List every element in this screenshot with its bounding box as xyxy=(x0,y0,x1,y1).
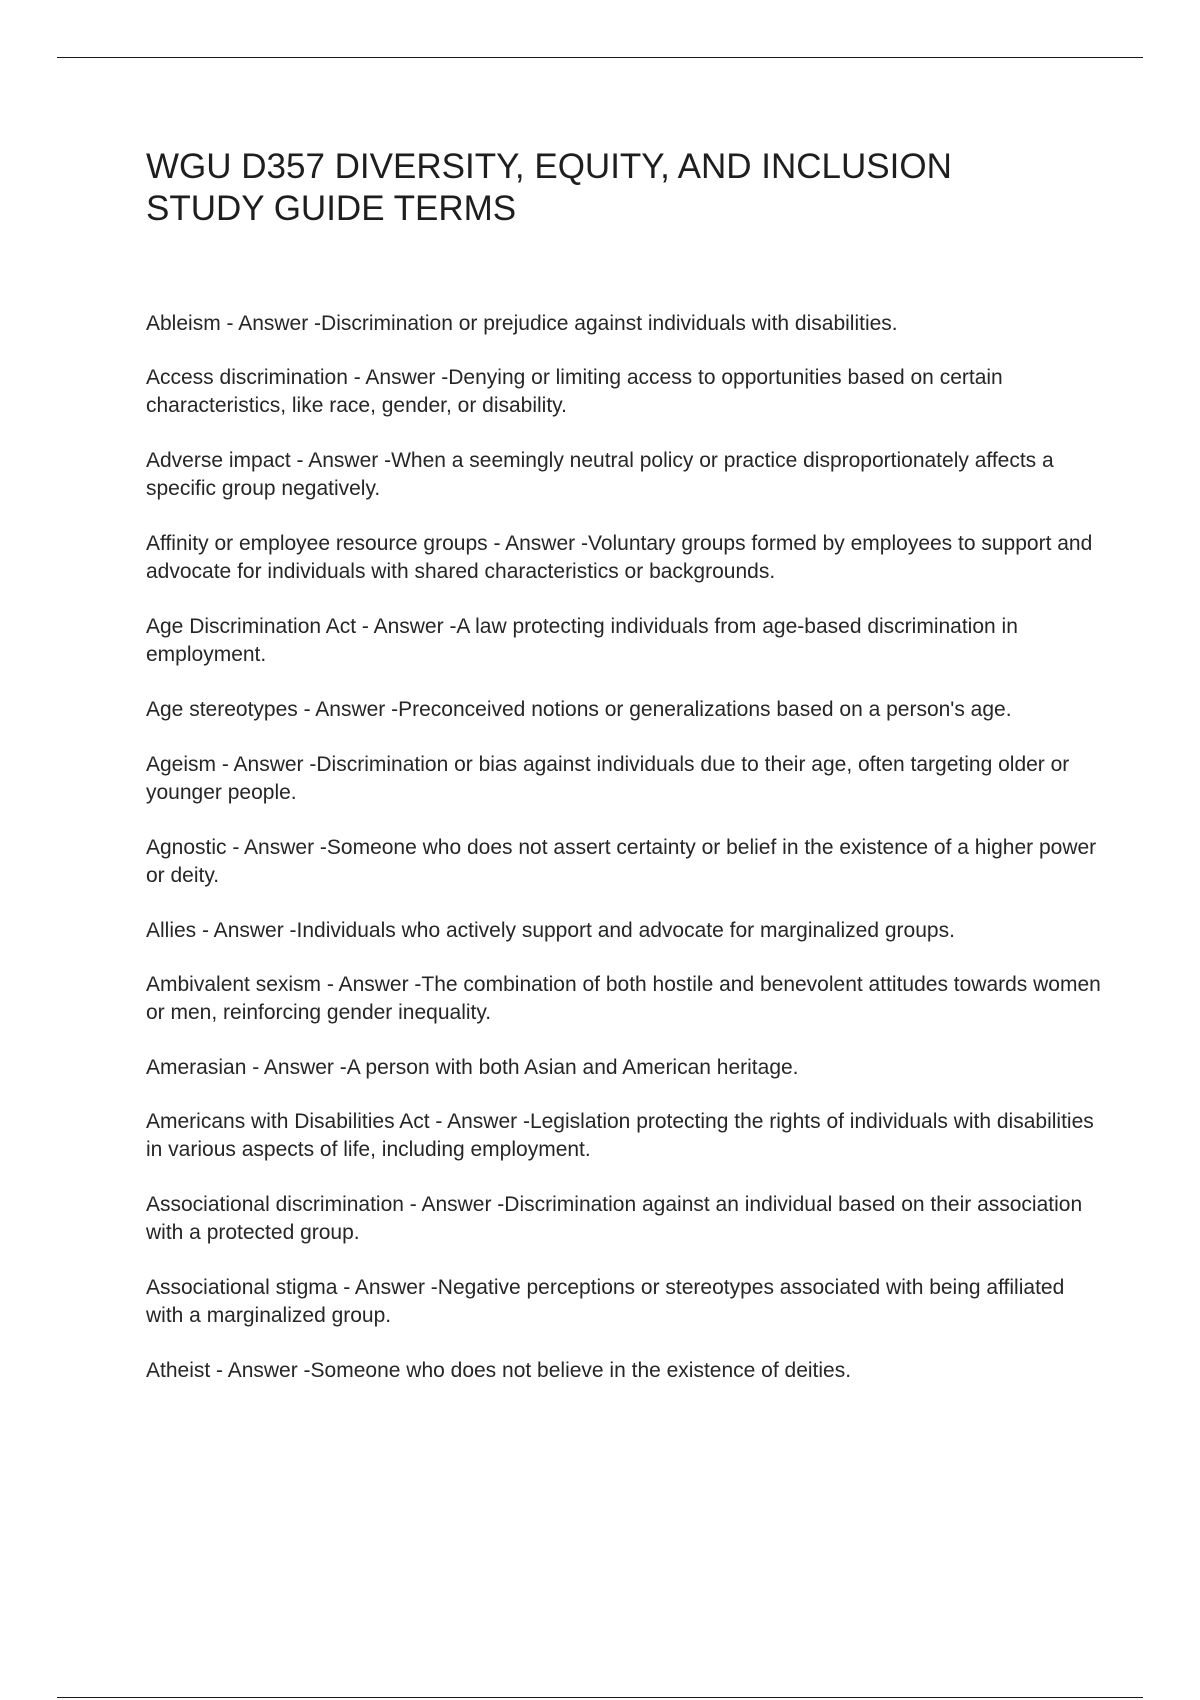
glossary-entry-age-discrimination-act: Age Discrimination Act - Answer -A law protecting individuals from age-based discrimination in employment. xyxy=(146,615,1018,666)
bottom-divider xyxy=(57,1697,1143,1698)
glossary-list xyxy=(146,310,1106,1411)
glossary-entry-affinity-groups: Affinity or employee resource groups - Answer -Voluntary groups formed by employees to support and advocate for individuals with shared characteristics or backgrounds. xyxy=(146,532,1093,583)
glossary-entry-adverse-impact: Adverse impact - Answer -When a seemingly neutral policy or practice disproportionately affects a specific group negatively. xyxy=(146,449,1054,500)
glossary-entry-associational-discrimination: Associational discrimination - Answer -Discrimination against an individual based on their association with a protected group. xyxy=(146,1193,1083,1244)
glossary-entry-age-stereotypes: Age stereotypes - Answer -Preconceived notions or generalizations based on a person's age. xyxy=(146,698,1012,721)
glossary-entry-ableism: Ableism - Answer -Discrimination or prejudice against individuals with disabilities. xyxy=(146,312,898,335)
glossary-entry-agnostic: Agnostic - Answer -Someone who does not assert certainty or belief in the existence of a higher power or deity. xyxy=(146,836,1097,887)
glossary-entry-allies: Allies - Answer -Individuals who actively support and advocate for marginalized groups. xyxy=(146,919,955,942)
document-title xyxy=(146,146,1106,230)
glossary-entry-amerasian: Amerasian - Answer -A person with both Asian and American heritage. xyxy=(146,1056,799,1079)
glossary-entry-ageism: Ageism - Answer -Discrimination or bias against individuals due to their age, often targeting older or younger people. xyxy=(146,753,1070,804)
glossary-entry-associational-stigma: Associational stigma - Answer -Negative perceptions or stereotypes associated with being affiliated with a marginalized group. xyxy=(146,1276,1065,1327)
glossary-entry-atheist: Atheist - Answer -Someone who does not believe in the existence of deities. xyxy=(146,1359,852,1382)
top-divider xyxy=(57,57,1143,58)
glossary-entry-ambivalent-sexism: Ambivalent sexism - Answer -The combination of both hostile and benevolent attitudes towards women or men, reinforcing gender inequality. xyxy=(146,973,1101,1024)
glossary-entry-access-discrimination: Access discrimination - Answer -Denying or limiting access to opportunities based on certain characteristics, like race, gender, or disability. xyxy=(146,366,1003,417)
title-line-2: STUDY GUIDE TERMS xyxy=(146,189,517,228)
title-line-1: WGU D357 DIVERSITY, EQUITY, AND INCLUSION xyxy=(146,147,952,186)
glossary-entry-ada: Americans with Disabilities Act - Answer -Legislation protecting the rights of individuals with disabilities in various aspects of life, including employment. xyxy=(146,1110,1094,1161)
